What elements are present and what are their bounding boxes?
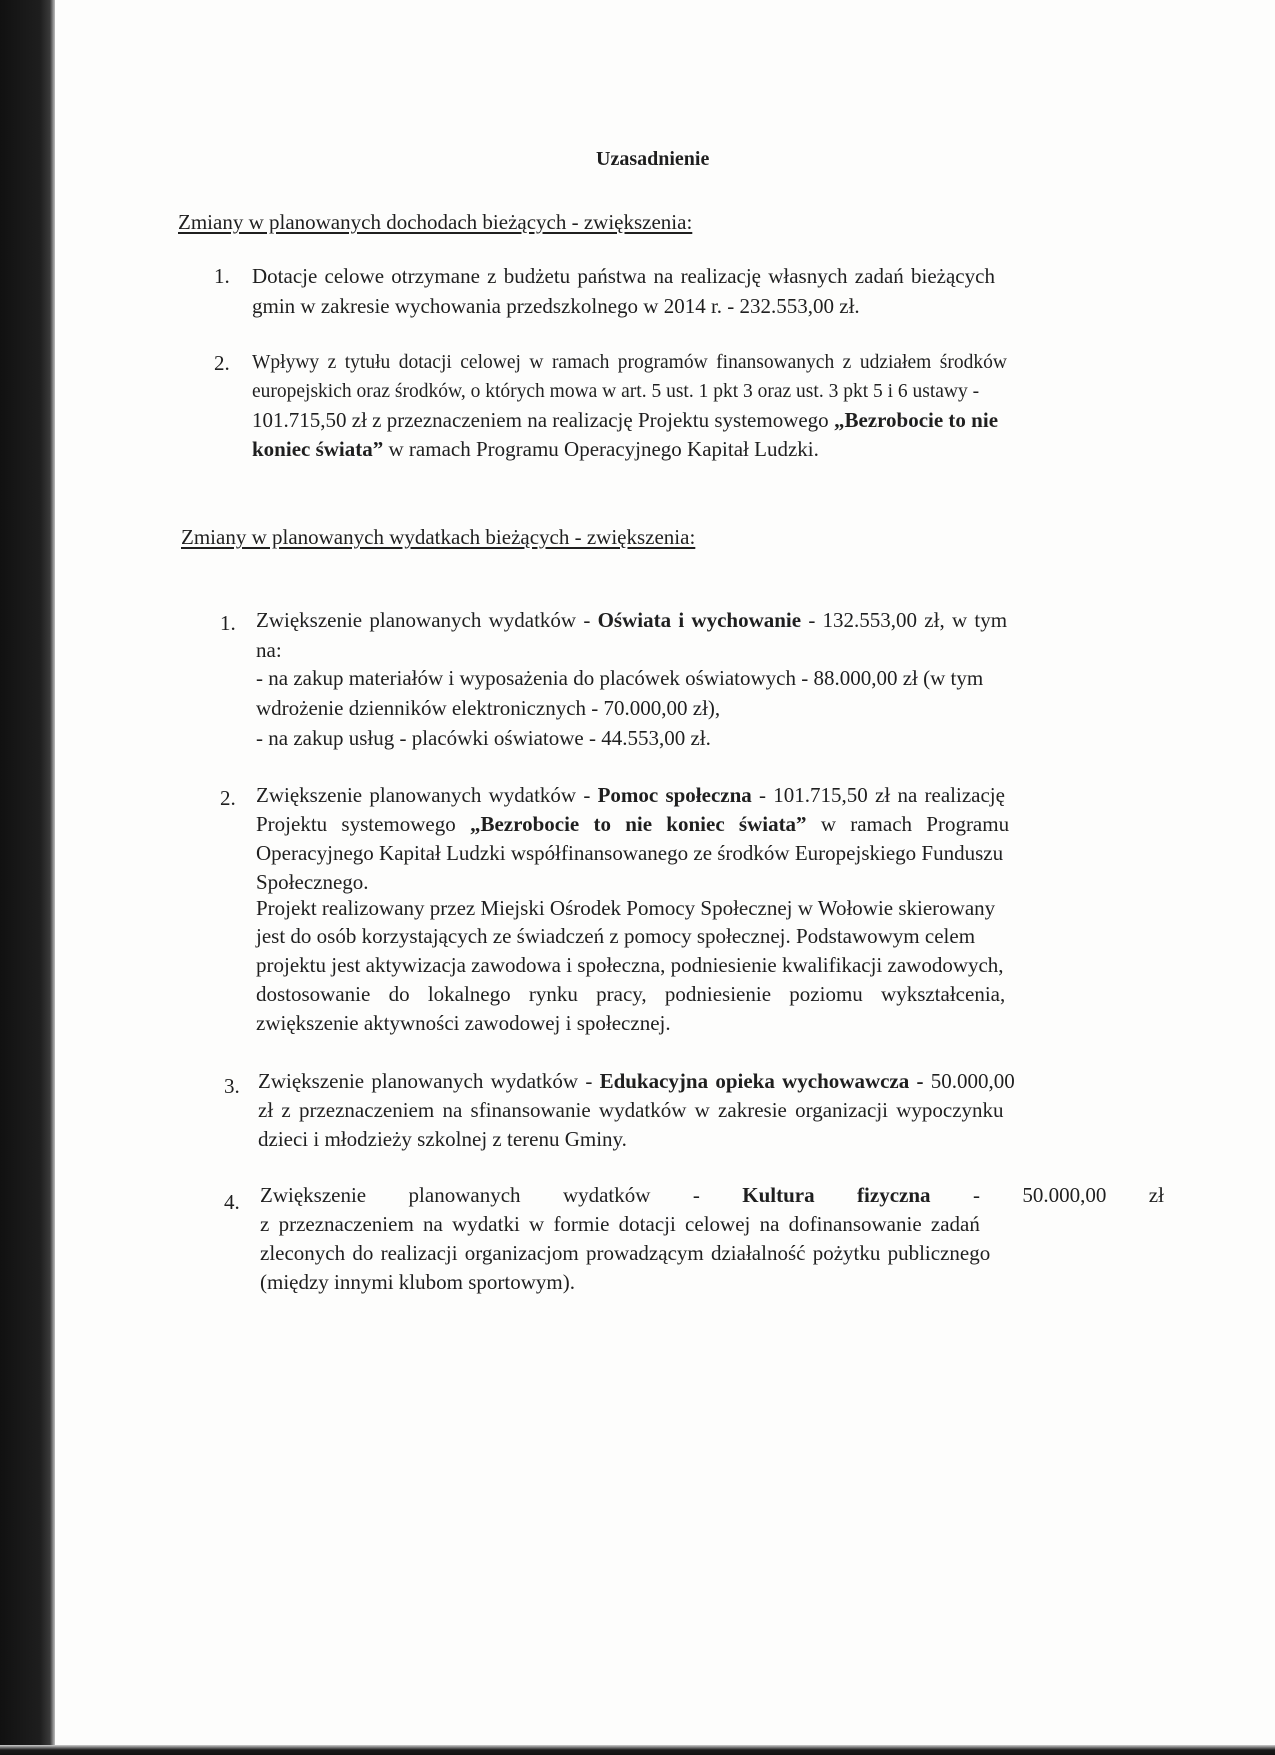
expense-item-2-line-4: Społecznego. (256, 870, 369, 894)
expense-item-2-line-5: Projekt realizowany przez Miejski Ośrodek Pomocy Społecznej w Wołowie skierowany (256, 896, 996, 920)
project-name-bold-2: koniec świata” (252, 437, 384, 461)
income-item-2-line-1: Wpływy z tytułu dotacji celowej w ramach programów finansowanych z udziałem środków (252, 352, 1007, 373)
income-item-2-line-4 (252, 437, 819, 462)
expense-item-2-line-8: dostosowanie do lokalnego rynku pracy, podniesienie poziomu wykształcenia, (256, 982, 1006, 1006)
expense-item-2-line-6: jest do osób korzystających ze świadczeń z pomocy społecznej. Podstawowym celem (256, 924, 976, 948)
scan-shadow-bottom (0, 1745, 1275, 1755)
expense-item-1-category: Oświata i wychowanie (597, 608, 802, 632)
expense-item-1-number: 1. (220, 611, 236, 635)
expense-item-3-text: Zwiększenie planowanych wydatków - (258, 1069, 600, 1093)
document-title: Uzasadnienie (596, 148, 710, 170)
expense-item-4-line-1 (260, 1183, 1164, 1208)
expense-item-2-line-1 (256, 783, 1005, 808)
expense-section-heading: Zmiany w planowanych wydatkach bieżących - zwiększenia: (181, 525, 696, 549)
income-item-2-line-3-text: 101.715,50 zł z przeznaczeniem na realizację Projektu systemowego (252, 408, 834, 432)
expense-item-3-line-3: dzieci i młodzieży szkolnej z terenu Gminy. (258, 1127, 627, 1151)
income-item-2-number: 2. (214, 351, 230, 375)
expense-item-4-amount: 50.000,00 (1022, 1183, 1107, 1207)
expense-item-1-line-2: na: (256, 638, 282, 662)
expense-item-2-category: Pomoc społeczna (597, 783, 752, 807)
expense-item-4-word-3: wydatków (562, 1183, 651, 1207)
expense-item-2-amount: - 101.715,50 zł na realizację (751, 783, 1005, 807)
scan-shadow-left (0, 0, 55, 1755)
income-item-1-text-1: Dotacje celowe otrzymane z budżetu państwa na realizację własnych zadań bieżących (252, 264, 995, 288)
expense-item-4-dash-2: - (972, 1183, 980, 1207)
expense-item-4-category-2: fizyczna (857, 1183, 931, 1207)
expense-item-2-line-7: projektu jest aktywizacja zawodowa i społeczna, podniesienie kwalifikacji zawodowych, (256, 953, 1004, 977)
expense-item-2-line-9: zwiększenie aktywności zawodowej i społecznej. (256, 1011, 671, 1035)
income-item-1-number: 1. (214, 264, 230, 288)
expense-item-4-dash-1: - (692, 1183, 700, 1207)
expense-item-3-number: 3. (224, 1074, 240, 1098)
expense-item-4-currency: zł (1148, 1183, 1164, 1207)
expense-item-1-text: Zwiększenie planowanych wydatków - (256, 608, 598, 632)
expense-item-1-line-1 (256, 608, 1007, 633)
expense-item-3-line-2: zł z przeznaczeniem na sfinansowanie wydatków w zakresie organizacji wypoczynku (258, 1098, 1004, 1122)
income-item-2-line-4-text: w ramach Programu Operacyjnego Kapitał Ludzki. (383, 437, 819, 461)
expense-item-2-line-2 (256, 812, 1009, 837)
income-item-2-line-2: europejskich oraz środków, o których mowa w art. 5 ust. 1 pkt 3 oraz ust. 3 pkt 5 i 6 ustawy - (252, 381, 980, 402)
expense-item-1-line-4: wdrożenie dzienników elektronicznych - 70.000,00 zł), (256, 696, 721, 720)
expense-item-4-category-1: Kultura (742, 1183, 815, 1207)
expense-item-4-number: 4. (224, 1190, 240, 1214)
expense-item-1-line-3: - na zakup materiałów i wyposażenia do placówek oświatowych - 88.000,00 zł (w tym (256, 666, 984, 690)
expense-item-4-line-4: (między innymi klubom sportowym). (260, 1270, 575, 1294)
income-item-1-line-2: gmin w zakresie wychowania przedszkolnego w 2014 r. - 232.553,00 zł. (252, 294, 860, 318)
page-sheet (55, 0, 1275, 1745)
income-item-2-line-3 (252, 408, 998, 433)
expense-item-4-line-3: zleconych do realizacji organizacjom prowadzącym działalność pożytku publicznego (260, 1241, 991, 1265)
expense-item-2-number: 2. (220, 786, 236, 810)
expense-item-2-line-3: Operacyjnego Kapitał Ludzki współfinansowanego ze środków Europejskiego Funduszu (256, 841, 1004, 865)
expense-item-4-word-1: Zwiększenie (260, 1183, 367, 1207)
expense-item-3-line-1 (258, 1069, 1015, 1094)
expense-item-2-line-2-tail: w ramach Programu (806, 812, 1010, 836)
income-section-heading: Zmiany w planowanych dochodach bieżących - zwiększenia: (178, 210, 693, 234)
expense-item-2-line-2-text: Projektu systemowego (256, 812, 470, 836)
project-name-bold-3: „Bezrobocie to nie koniec świata” (469, 812, 807, 836)
expense-item-1-amount: - 132.553,00 zł, w tym (801, 608, 1008, 632)
expense-item-4-line-2: z przeznaczeniem na wydatki w formie dotacji celowej na dofinansowanie zadań (260, 1212, 980, 1236)
expense-item-3-category: Edukacyjna opieka wychowawcza - (599, 1069, 924, 1093)
expense-item-1-line-5: - na zakup usług - placówki oświatowe - 44.553,00 zł. (256, 726, 711, 750)
expense-item-3-amount: 50.000,00 (923, 1069, 1015, 1093)
expense-item-4-word-2: planowanych (408, 1183, 521, 1207)
income-item-1-line-1 (252, 264, 1157, 289)
expense-item-2-text: Zwiększenie planowanych wydatków - (256, 783, 598, 807)
project-name-bold-1: „Bezrobocie to nie (833, 408, 999, 432)
